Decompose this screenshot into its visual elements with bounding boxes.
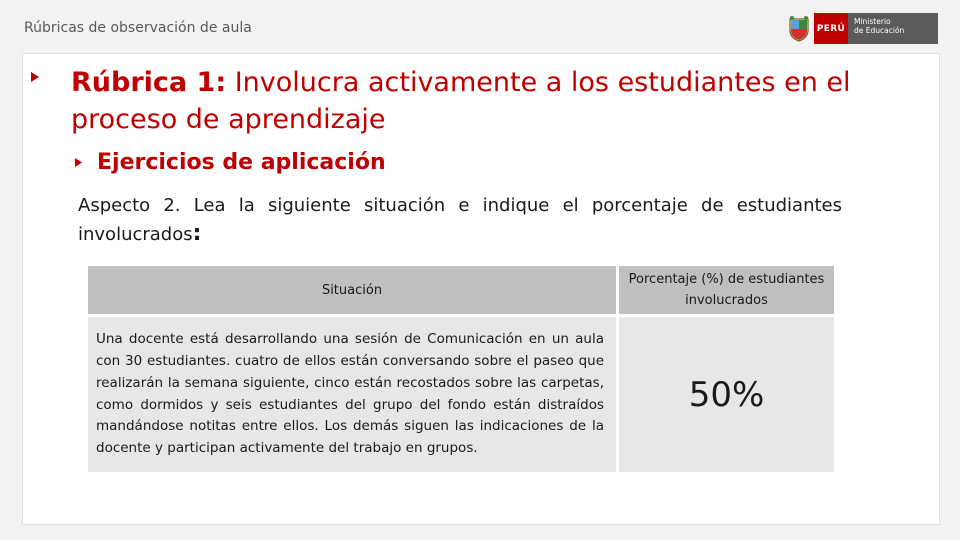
triangle-bullet-icon (30, 72, 40, 82)
ministry-logo (784, 13, 938, 44)
situation-table (88, 266, 834, 472)
aspect-colon: : (192, 221, 202, 246)
table-row (88, 317, 834, 472)
rubric-text: Involucra activamente a los estudiantes en el proceso de aprendizaje (71, 67, 851, 135)
rubric-heading (71, 64, 931, 138)
logo-ministry-line2: de Educación (854, 26, 905, 35)
situation-cell: Una docente está desarrollando una sesión de Comunicación en un aula con 30 estudiantes. cuatro de ellos están conversando sobre el paseo que realizarán la semana siguiente, cinco están recostados sobre las carpetas, como dormidos y seis estudiantes del grupo del fondo están distraídos mandándose notitas entre ellos. Los demás siguen las indicaciones de la docente y participan activamente del trabajo en grupos. (88, 317, 619, 472)
logo-ministry-line1: Ministerio (854, 17, 891, 26)
header-percentage: Porcentaje (%) de estudiantes involucrados (619, 266, 834, 317)
table-header-row (88, 266, 834, 317)
rubric-label: Rúbrica 1: (71, 67, 227, 98)
percentage-cell: 50% (619, 317, 834, 472)
header-situation: Situación (88, 266, 619, 317)
logo-country-label: PERÚ (814, 13, 848, 44)
logo-ministry-label (848, 13, 938, 44)
triangle-bullet-icon (74, 158, 83, 167)
aspect-text: Aspecto 2. Lea la siguiente situación e indique el porcentaje de estudiantes involucrados (78, 195, 842, 245)
presentation-title: Rúbricas de observación de aula (24, 20, 252, 36)
aspect-instruction (78, 192, 842, 249)
subheading: Ejercicios de aplicación (97, 150, 386, 175)
coat-of-arms-icon (784, 13, 814, 44)
